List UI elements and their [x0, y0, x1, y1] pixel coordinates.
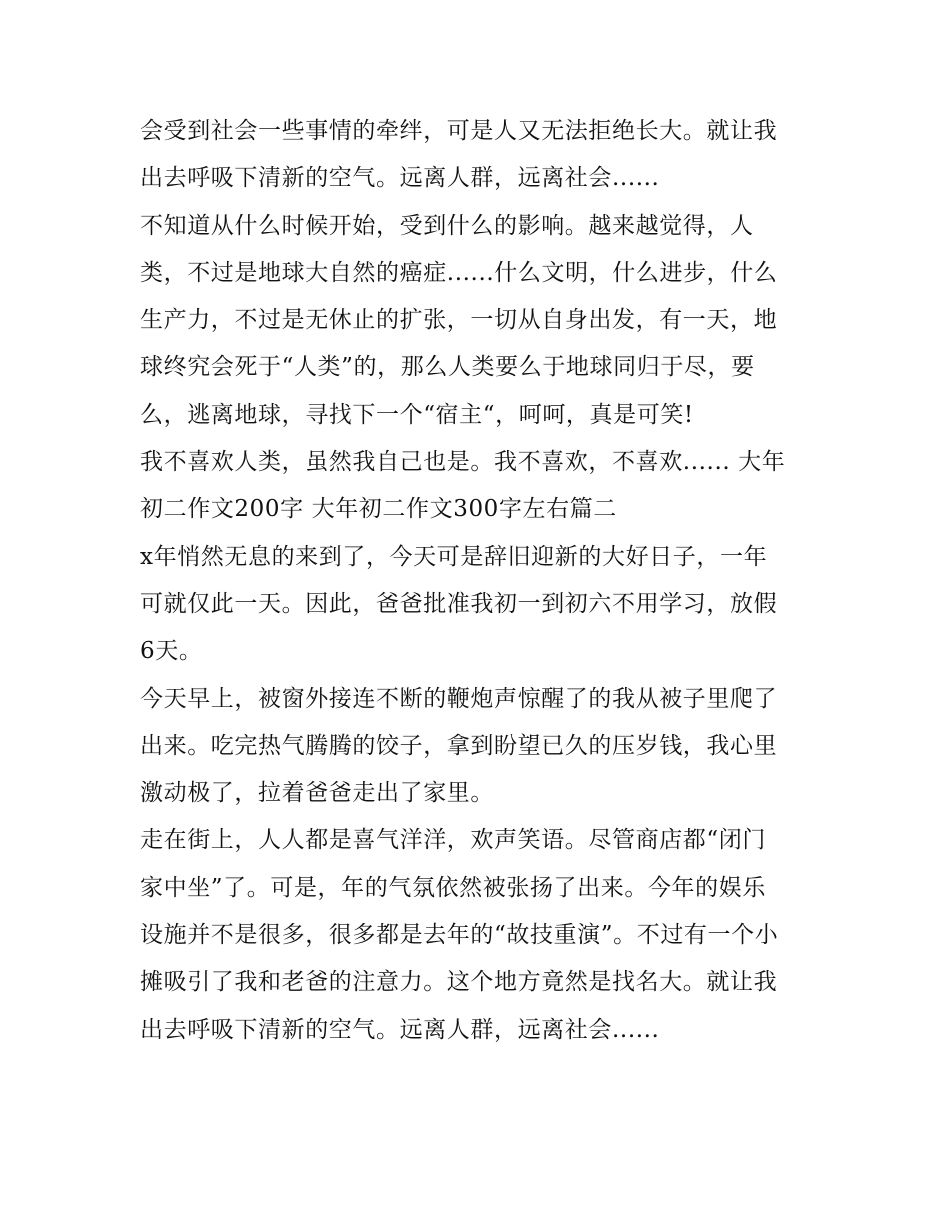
document-body: [140, 108, 830, 1054]
text-line: 么，逃离地球，寻找下一个“宿主“，呵呵，真是可笑!: [140, 401, 694, 428]
text-line: 走在街上，人人都是喜气洋洋，欢声笑语。尽管商店都“闭门: [140, 827, 766, 854]
text-line: 生产力，不过是无休止的扩张，一切从自身出发，有一天，地: [140, 307, 778, 334]
text-line: 摊吸引了我和老爸的注意力。这个地方竟然是找名大。就让我: [140, 969, 778, 996]
text-line: x年悄然无息的来到了，今天可是辞旧迎新的大好日子，一年: [140, 543, 768, 570]
text-line: 家中坐”了。可是，年的气氛依然被张扬了出来。今年的娱乐: [140, 874, 766, 901]
text-line: 今天早上，被窗外接连不断的鞭炮声惊醒了的我从被子里爬了: [140, 685, 778, 712]
text-line: 我不喜欢人类，虽然我自己也是。我不喜欢，不喜欢...... 大年: [140, 449, 786, 476]
text-line: 会受到社会一些事情的牵绊，可是人又无法拒绝长大。就让我: [140, 118, 778, 144]
text-line: 出来。吃完热气腾腾的饺子，拿到盼望已久的压岁钱，我心里: [140, 732, 778, 759]
text-line: 可就仅此一天。因此，爸爸批准我初一到初六不用学习，放假: [140, 590, 778, 617]
text-line: 设施并不是很多，很多都是去年的“故技重演”。不过有一个小: [140, 922, 779, 949]
text-line: 出去呼吸下清新的空气。远离人群，远离社会......: [140, 165, 660, 192]
text-line: 激动极了，拉着爸爸走出了家里。: [140, 780, 494, 807]
text-line: 6天。: [140, 638, 203, 665]
text-line: 初二作文200字 大年初二作文300字左右篇二: [140, 496, 617, 523]
text-line: 类，不过是地球大自然的癌症......什么文明，什么进步，什么: [140, 259, 778, 286]
text-line: 不知道从什么时候开始，受到什么的影响。越来越觉得，人: [140, 212, 754, 239]
text-line: 出去呼吸下清新的空气。远离人群，远离社会......: [140, 1016, 660, 1043]
text-line: 球终究会死于“人类”的，那么人类要么于地球同归于尽，要: [140, 354, 755, 381]
